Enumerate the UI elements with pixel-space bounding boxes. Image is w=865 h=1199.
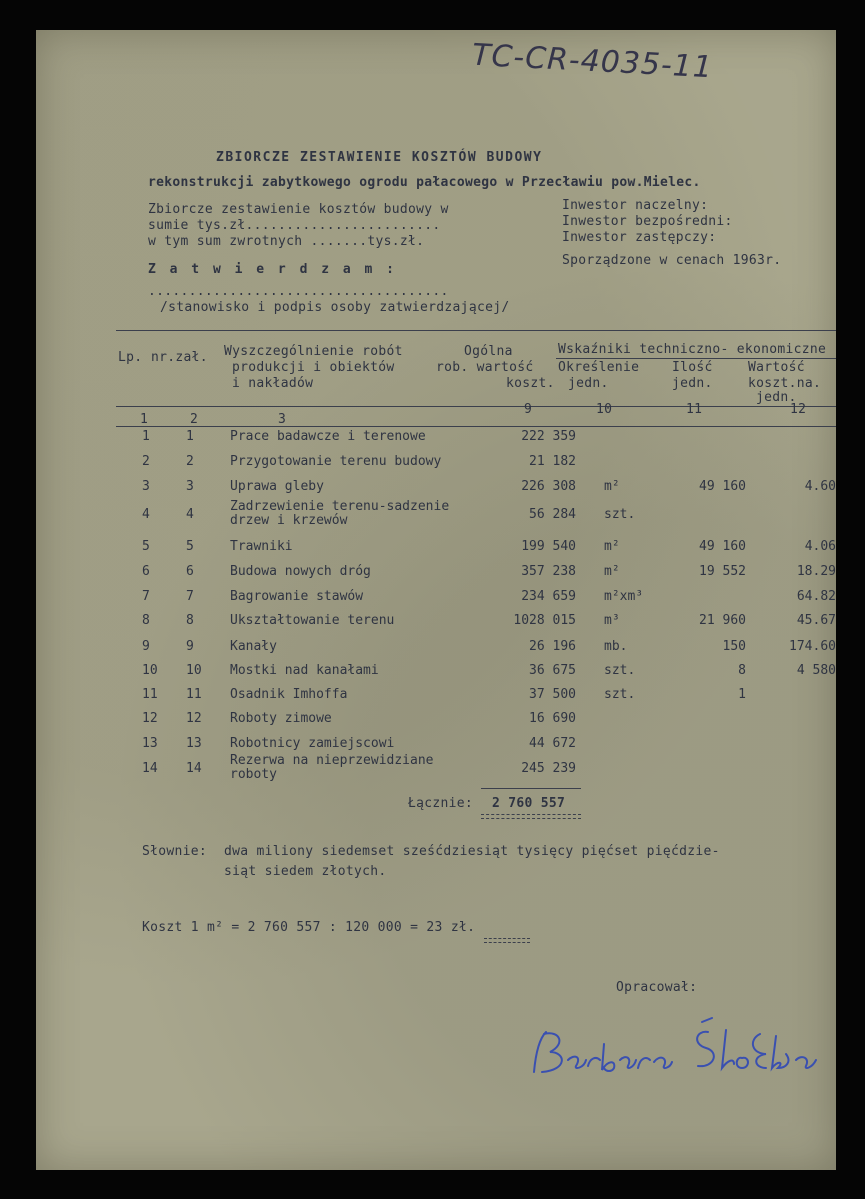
cell-cost: 45.67 — [796, 613, 836, 628]
price-basis: Sporządzone w cenach 1963r. — [562, 253, 782, 268]
cell-cost: 174.60 — [789, 639, 836, 654]
table-row — [36, 753, 836, 786]
approval-caption: /stanowisko i podpis osoby zatwierdzającej/ — [160, 300, 510, 315]
header-qty-1: Ilość — [672, 360, 713, 375]
col-number-9: 9 — [524, 402, 533, 417]
cell-total: 1028 015 — [513, 613, 576, 628]
words-label: Słownie: — [142, 844, 208, 859]
cell-nr: 7 — [186, 589, 194, 604]
cell-total: 37 500 — [529, 687, 576, 702]
table-row — [36, 640, 836, 664]
document-page — [36, 30, 836, 1170]
cell-desc: Uprawa gleby — [230, 479, 324, 494]
header-total-3: koszt. — [506, 376, 555, 391]
archive-reference: TC-CR-4035-11 — [471, 37, 714, 86]
header-desc-3: i nakładów — [232, 376, 314, 391]
cell-cost: 4.06 — [804, 539, 836, 554]
sum-rule — [481, 788, 581, 789]
cell-unit: m² — [604, 479, 620, 494]
table-row — [36, 664, 836, 688]
table-row — [36, 540, 836, 564]
header-unit-1: Określenie — [558, 360, 640, 375]
investor-substitute: Inwestor zastępczy: — [562, 230, 717, 245]
cell-total: 222 359 — [521, 429, 576, 444]
cell-nr: 10 — [186, 663, 202, 678]
table-row — [36, 688, 836, 712]
header-cost-2: koszt.na. — [748, 376, 822, 391]
cell-total: 199 540 — [521, 539, 576, 554]
cell-qty: 49 160 — [699, 539, 746, 554]
table-row — [36, 614, 836, 638]
col-number-rule — [116, 426, 836, 427]
cell-unit: szt. — [604, 687, 636, 702]
cell-qty: 1 — [738, 687, 746, 702]
cell-lp: 1 — [142, 429, 150, 444]
header-desc-1: Wyszczególnienie robót — [224, 344, 403, 359]
header-cost-3: jedn. — [756, 390, 797, 405]
cell-desc: Zadrzewienie terenu-sadzenie drzew i krzewów — [230, 499, 450, 528]
cell-total: 26 196 — [529, 639, 576, 654]
cell-desc: Ukształtowanie terenu — [230, 613, 395, 628]
cell-nr: 13 — [186, 736, 202, 751]
header-total-1: Ogólna — [464, 344, 513, 359]
col-number-1: 1 — [140, 412, 149, 427]
cell-lp: 13 — [142, 736, 158, 751]
cell-qty: 19 552 — [699, 564, 746, 579]
cell-qty: 8 — [738, 663, 746, 678]
cell-desc: Prace badawcze i terenowe — [230, 429, 426, 444]
summary-line-3: w tym sum zwrotnych .......tys.zł. — [148, 234, 425, 249]
header-qty-2: jedn. — [672, 376, 713, 391]
document-title: ZBIORCZE ZESTAWIENIE KOSZTÓW BUDOWY — [216, 150, 543, 165]
cell-qty: 150 — [722, 639, 746, 654]
cell-lp: 5 — [142, 539, 150, 554]
header-nr: nr.zał. — [151, 350, 208, 365]
cell-lp: 11 — [142, 687, 158, 702]
sum-label: Łącznie: — [408, 796, 474, 811]
cell-nr: 9 — [186, 639, 194, 654]
cell-lp: 3 — [142, 479, 150, 494]
prepared-by: Opracował: — [616, 980, 698, 995]
table-row — [36, 590, 836, 614]
summary-line-1: Zbiorcze zestawienie kosztów budowy w — [148, 202, 449, 217]
cell-total: 16 690 — [529, 711, 576, 726]
cell-lp: 6 — [142, 564, 150, 579]
col-number-10: 10 — [596, 402, 613, 417]
header-lp: Lp. — [118, 350, 143, 365]
cost-double-underline — [484, 938, 530, 943]
cell-cost: 18.29 — [796, 564, 836, 579]
cell-lp: 2 — [142, 454, 150, 469]
cell-cost: 64.82 — [796, 589, 836, 604]
header-indicators: Wskaźniki techniczno- ekonomiczne — [558, 342, 827, 357]
cell-desc: Rezerwa na nieprzewidziane roboty — [230, 753, 434, 782]
col-number-3: 3 — [278, 412, 287, 427]
table-row — [36, 565, 836, 589]
cell-lp: 8 — [142, 613, 150, 628]
cell-desc: Kanały — [230, 639, 277, 654]
table-row — [36, 430, 836, 454]
cell-qty: 21 960 — [699, 613, 746, 628]
approval-dots: ..................................... — [148, 284, 449, 299]
table-top-rule — [116, 330, 836, 331]
cell-total: 234 659 — [521, 589, 576, 604]
cell-unit: mb. — [604, 639, 628, 654]
cell-desc: Osadnik Imhoffa — [230, 687, 348, 702]
document-subtitle: rekonstrukcji zabytkowego ogrodu pałacowego w Przecławiu pow.Mielec. — [148, 175, 701, 190]
cell-nr: 3 — [186, 479, 194, 494]
cell-lp: 10 — [142, 663, 158, 678]
cell-total: 56 284 — [529, 507, 576, 522]
header-desc-2: produkcji i obiektów — [232, 360, 395, 375]
cell-total: 36 675 — [529, 663, 576, 678]
sum-value: 2 760 557 — [492, 796, 566, 811]
cell-nr: 12 — [186, 711, 202, 726]
cell-nr: 2 — [186, 454, 194, 469]
cell-desc: Robotnicy zamiejscowi — [230, 736, 395, 751]
table-row — [36, 712, 836, 736]
cell-unit: szt. — [604, 507, 636, 522]
words-line-1: dwa miliony siedemset sześćdziesiąt tysięcy pięćset pięćdzie- — [224, 844, 720, 859]
investor-direct: Inwestor bezpośredni: — [562, 214, 733, 229]
indicators-underline — [556, 358, 836, 359]
cell-lp: 4 — [142, 507, 150, 522]
col-number-2: 2 — [190, 412, 199, 427]
cell-nr: 8 — [186, 613, 194, 628]
cell-desc: Roboty zimowe — [230, 711, 332, 726]
sum-double-underline — [481, 814, 581, 819]
cell-nr: 5 — [186, 539, 194, 554]
handwritten-signature — [516, 1010, 836, 1090]
header-cost-1: Wartość — [748, 360, 805, 375]
cell-desc: Przygotowanie terenu budowy — [230, 454, 442, 469]
cell-unit: m² — [604, 539, 620, 554]
summary-line-2: sumie tys.zł........................ — [148, 218, 441, 233]
cell-total: 226 308 — [521, 479, 576, 494]
cell-nr: 4 — [186, 507, 194, 522]
col-number-11: 11 — [686, 402, 703, 417]
table-row — [36, 455, 836, 479]
cell-lp: 7 — [142, 589, 150, 604]
cell-unit: m² — [604, 564, 620, 579]
cell-nr: 6 — [186, 564, 194, 579]
investor-chief: Inwestor naczelny: — [562, 198, 709, 213]
cell-unit: szt. — [604, 663, 636, 678]
cost-formula: Koszt 1 m² = 2 760 557 : 120 000 = 23 zł. — [142, 920, 476, 935]
cell-unit: m²xm³ — [604, 589, 644, 604]
cell-cost: 4.60 — [804, 479, 836, 494]
cell-total: 21 182 — [529, 454, 576, 469]
cell-cost: 4 580 — [796, 663, 836, 678]
header-total-2: rob. wartość — [436, 360, 534, 375]
header-unit-2: jedn. — [568, 376, 609, 391]
cell-nr: 1 — [186, 429, 194, 444]
col-number-12: 12 — [790, 402, 807, 417]
cell-nr: 14 — [186, 761, 202, 776]
cell-total: 245 239 — [521, 761, 576, 776]
cell-total: 44 672 — [529, 736, 576, 751]
cell-lp: 9 — [142, 639, 150, 654]
cell-desc: Mostki nad kanałami — [230, 663, 379, 678]
cell-lp: 14 — [142, 761, 158, 776]
header-bottom-rule — [116, 406, 836, 407]
cell-desc: Budowa nowych dróg — [230, 564, 371, 579]
cell-lp: 12 — [142, 711, 158, 726]
cell-qty: 49 160 — [699, 479, 746, 494]
cell-desc: Bagrowanie stawów — [230, 589, 364, 604]
cell-unit: m³ — [604, 613, 620, 628]
words-line-2: siąt siedem złotych. — [224, 864, 387, 879]
cell-total: 357 238 — [521, 564, 576, 579]
approval-label: Z a t w i e r d z a m : — [148, 262, 398, 277]
table-row — [36, 499, 836, 532]
cell-desc: Trawniki — [230, 539, 293, 554]
table-row — [36, 737, 836, 761]
cell-nr: 11 — [186, 687, 202, 702]
